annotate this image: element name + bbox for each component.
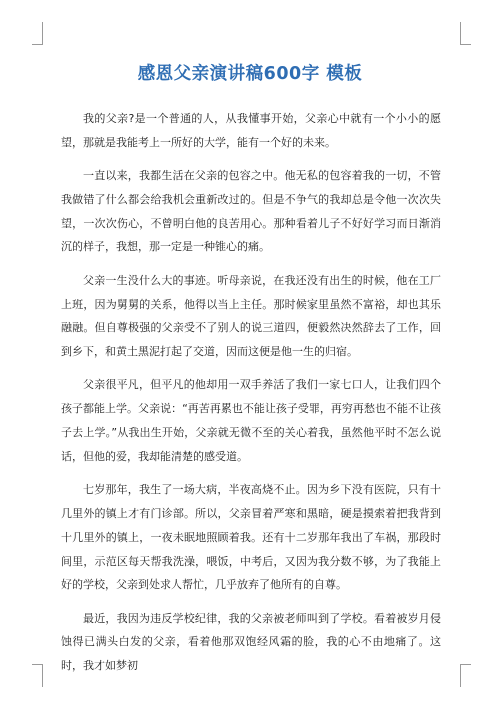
crop-mark-bottom-left — [32, 664, 43, 687]
paragraph: 父亲很平凡，但平凡的他却用一双手养活了我们一家七口人，让我们四个孩子都能上学。父亲说：“再苦再累也不能让孩子受罪，再穷再愁也不能不让孩子去上学。”从我出生开始，父亲就无微不至的关心着我，虽然他平时不怎么说话，但他的爱，我却能清楚的感受道。 — [61, 378, 441, 463]
crop-mark-bottom-right — [460, 664, 471, 687]
document-body — [61, 107, 441, 688]
crop-mark-top-left — [32, 22, 43, 45]
crop-mark-top-right — [460, 22, 471, 45]
paragraph: 父亲一生没什么大的事迹。听母亲说，在我还没有出生的时候，他在工厂上班，因为舅舅的关系，他得以当上主任。那时候家里虽然不富裕，却也其乐融融。但自尊极强的父亲受不了别人的说三道四，便毅然决然辞去了工作，回到乡下，和黄土黑泥打起了交道，因而这便是他一生的归宿。 — [61, 273, 441, 359]
paragraph: 七岁那年，我生了一场大病，半夜高烧不止。因为乡下没有医院，只有十几里外的镇上才有门诊部。所以，父亲冒着严寒和黑暗，硬是摸索着把我背到十几里外的镇上，一夜未眠地照顾着我。还有十二岁那年我出了车祸，那段时间里，示范区每天帮我洗澡，喂饭，中考后，又因为我分数不够，为了我能上好的学校，父亲到处求人帮忙，几乎放弃了他所有的自尊。 — [61, 483, 441, 592]
paragraph: 一直以来，我都生活在父亲的包容之中。他无私的包容着我的一切，不管我做错了什么都会给我机会重新改过的。但是不争气的我却总是令他一次次失望，一次次伤心，不曾明白他的良苦用心。那种看着儿子不好好学习而日渐消沉的样子，我想，那一定是一种锥心的痛。 — [61, 169, 441, 254]
paragraph: 我的父亲?是一个普通的人，从我懂事开始，父亲心中就有一个小小的愿望，那就是我能考上一所好的大学，能有一个好的未来。 — [61, 112, 441, 149]
document-title: 感恩父亲演讲稿600字 模板 — [137, 64, 363, 84]
paragraph: 最近，我因为违反学校纪律，我的父亲被老师叫到了学校。看着被岁月侵蚀得已满头白发的父亲，看着他那双饱经风霜的脸，我的心不由地痛了。这时，我才如梦初 — [61, 611, 441, 673]
